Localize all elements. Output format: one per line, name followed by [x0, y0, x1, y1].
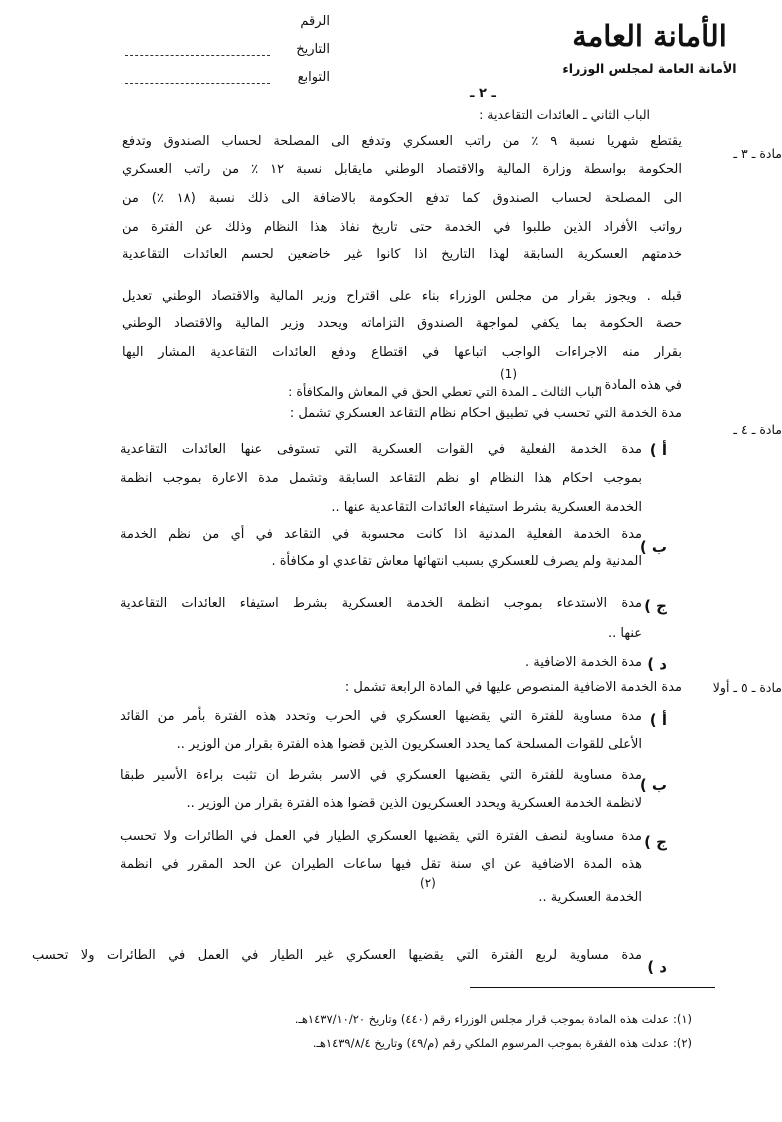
item-letter: ب ) [639, 776, 667, 794]
letterhead-logo [547, 18, 752, 88]
item-text-line: عنها .. [607, 626, 642, 641]
item-text-line: هذه المدة الاضافية عن اي سنة تقل فيها ساعات الطيران عن الحد المقرر في انظمة [120, 857, 642, 872]
page-number: ـ ٢ ـ [470, 86, 496, 101]
item-letter: ج ) [644, 597, 667, 615]
item-letter: د ) [647, 655, 667, 673]
article-text-line: يقتطع شهريا نسبة ٩ ٪ من راتب العسكري وتدفع الى المصلحة لحساب الصندوق وتدفع [122, 134, 683, 149]
item-text-line: لانظمة الخدمة العسكرية ويحدد العسكريون الذين قضوا هذه الفترة بقرار من الوزير .. [186, 796, 642, 811]
footnote-divider [470, 987, 715, 988]
date-line [125, 55, 270, 56]
footnote-marker: (٢) [420, 876, 436, 890]
item-letter: أ ) [649, 711, 667, 729]
article-text-line: بقرار منه الاجراءات الواجب اتباعها في اقتطاع ودفع العائدات التقاعدية المشار اليها [122, 345, 682, 360]
article-text-line: حصة الحكومة بما يكفي لمواجهة الصندوق التزاماته ويحدد وزير المالية والاقتصاد الوطني [122, 316, 682, 331]
item-text-line: الخدمة العسكرية بشرط استيفاء العائدات التقاعدية عنها .. [331, 500, 642, 515]
article-text-line: خدمتهم العسكرية السابقة لهذا التاريخ اذا كانوا غير خاضعين لحسم العائدات التقاعدية [122, 247, 682, 262]
article-intro: مدة الخدمة الاضافية المنصوص عليها في المادة الرابعة تشمل : [344, 680, 682, 695]
footnote-marker: (1) [500, 367, 517, 381]
item-text-line: الأعلى للقوات المسلحة كما يحدد العسكريون الذين قضوا هذه الفترة بقرار من الوزير .. [176, 737, 642, 752]
attachments-line [125, 83, 270, 84]
reference-number-label: الرقم [300, 14, 330, 29]
item-letter: ب ) [639, 538, 667, 556]
chapter-heading: الباب الثالث ـ المدة التي تعطي الحق في المعاش والمكافأة : [288, 384, 602, 399]
chapter-heading: الباب الثاني ـ العائدات التقاعدية : [479, 107, 650, 122]
footnote: (١): عدلت هذه المادة بموجب قرار مجلس الوزراء رقم (٤٤٠) وتاريخ ١٤٣٧/١٠/٢٠هـ. [294, 1012, 692, 1026]
item-letter: د ) [647, 958, 667, 976]
item-text-line: مدة الاستدعاء بموجب انظمة الخدمة العسكرية بشرط استيفاء العائدات التقاعدية [120, 596, 642, 611]
article-text-line: في هذه المادة . [596, 378, 682, 393]
item-text-line: مدة الخدمة الفعلية في القوات العسكرية التي تستوفى عنها العائدات التقاعدية [120, 442, 642, 457]
attachments-field [95, 66, 330, 94]
item-text-line: مدة مساوية لنصف الفترة التي يقضيها العسكري الطيار في العمل في الطائرات ولا تحسب [120, 829, 642, 844]
letterhead-fields [95, 10, 330, 94]
article-label: مادة ـ ٤ ـ [733, 422, 782, 437]
date-field [95, 38, 330, 66]
item-text-line: مدة مساوية للفترة التي يقضيها العسكري في الحرب وتحدد هذه الفترة بأمر من القائد [120, 709, 642, 724]
article-text-line: الحكومة بواسطة وزارة المالية والاقتصاد الوطني مايقابل نسبة ١٢ ٪ من راتب العسكري [122, 162, 682, 177]
article-label: مادة ـ ٥ ـ أولا [712, 680, 782, 695]
article-text-line: الى المصلحة لحساب الصندوق كما تدفع الحكومة بالاضافة الى ذلك نسبة (١٨ ٪) من [122, 191, 682, 206]
item-text-line: مدة مساوية لربع الفترة التي يقضيها العسكري غير الطيار في العمل في الطائرات ولا تحسب [32, 948, 642, 963]
item-letter: أ ) [649, 441, 667, 459]
letterhead-title: الأمانة العامة [572, 19, 727, 53]
footnote: (٢): عدلت هذه الفقرة بموجب المرسوم الملكي رقم (م/٤٩) وتاريخ ١٤٣٩/٨/٤هـ. [312, 1036, 692, 1050]
item-text-line: مدة الخدمة الاضافية . [525, 655, 642, 670]
item-text-line: بموجب احكام هذا النظام او نظم التقاعد السابقة وتشمل مدة الاعارة بموجب انظمة [120, 471, 642, 486]
attachments-label: التوابع [297, 70, 330, 85]
article-label: مادة ـ ٣ ـ [733, 146, 782, 161]
article-text-line: قبله . ويجوز بقرار من مجلس الوزراء بناء على اقتراح وزير المالية والاقتصاد الوطني تعديل [122, 289, 682, 304]
letterhead-subtitle: الأمانة العامة لمجلس الوزراء [562, 61, 737, 76]
article-intro: مدة الخدمة التي تحسب في تطبيق احكام نظام التقاعد العسكري تشمل : [289, 406, 682, 421]
article-text-line: رواتب الأفراد الذين طلبوا في الخدمة حتى تاريخ نفاذ هذا النظام وذلك عن الفترة من [122, 220, 682, 235]
item-letter: ج ) [644, 833, 667, 851]
reference-number-field [95, 10, 330, 38]
item-text-line: مدة مساوية للفترة التي يقضيها العسكري في الاسر بشرط ان تثبت براءة الأسير طبقا [120, 768, 642, 783]
item-text-line: الخدمة العسكرية .. [538, 890, 642, 905]
item-text-line: مدة الخدمة الفعلية المدنية اذا كانت محسوبة في التقاعد في أي من نظم الخدمة [120, 527, 642, 542]
item-text-line: المدنية ولم يصرف للعسكري بسبب انتهائها معاش تقاعدي او مكافأة . [271, 554, 642, 569]
date-label: التاريخ [296, 42, 330, 57]
